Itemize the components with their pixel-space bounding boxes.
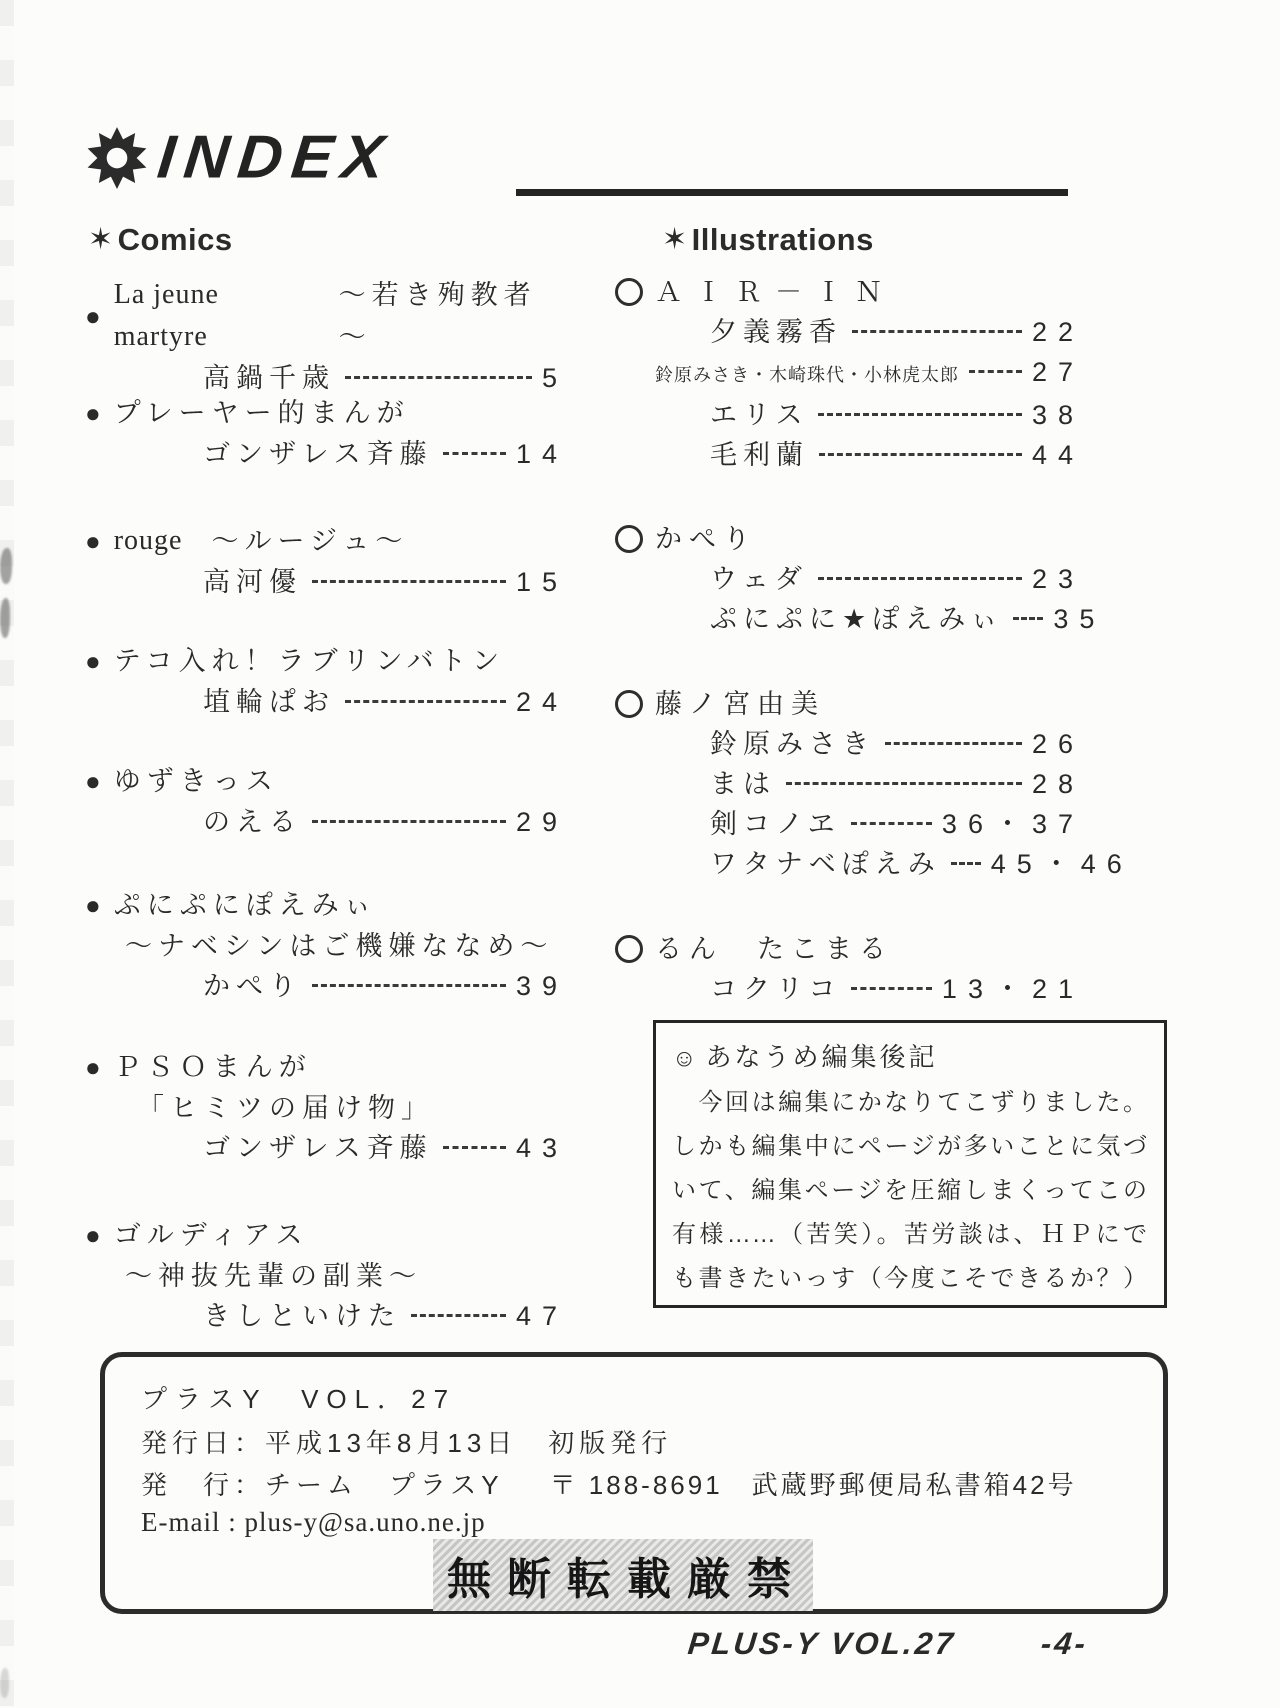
bullet-icon: ●: [85, 646, 101, 676]
star-icon: ✶: [88, 222, 114, 256]
bullet-icon: ●: [85, 526, 101, 556]
page-number: 5: [541, 363, 568, 393]
dotted-leader: [851, 987, 931, 990]
dotted-leader: [786, 782, 1022, 785]
dotted-leader: [969, 370, 1022, 373]
page-header: [84, 122, 397, 193]
dotted-leader: [312, 580, 506, 583]
dotted-leader: [818, 577, 1022, 580]
scan-smudge: [0, 1668, 9, 1698]
editor-note-line: 有様……（苦笑）。苦労談は、ＨＰにで: [672, 1221, 1148, 1248]
page-number: 36・37: [941, 809, 1084, 839]
toc-entry-title: ● プレーヤー的まんが: [85, 392, 557, 434]
no-reproduction-stamp: 無断転載厳禁: [433, 1539, 813, 1611]
bullet-icon: ●: [85, 890, 101, 920]
illustrations-section-header: [662, 222, 874, 258]
bullet-icon: ●: [85, 1052, 101, 1082]
artist-group: [615, 684, 1133, 884]
page-footer: [686, 1626, 1090, 1662]
toc-entry-title: ● rouge ～ルージュ～: [85, 520, 557, 562]
page-number: 23: [1031, 564, 1084, 594]
scan-smudge: [0, 548, 12, 584]
circle-icon: [615, 278, 643, 306]
page-number: 44: [1031, 440, 1084, 470]
toc-entry: [85, 520, 568, 602]
publisher: 発 行：チーム プラスY: [141, 1470, 504, 1500]
toc-item: 毛利蘭 44: [615, 435, 1073, 475]
toc-item: コクリコ 13・21: [615, 969, 1073, 1009]
dotted-leader: [885, 742, 1022, 745]
toc-entry-subtitle: 「ヒミツの届け物」: [137, 1093, 434, 1123]
page-number: 14: [515, 439, 568, 469]
star-icon: ✶: [662, 222, 688, 256]
page-number: 35: [1053, 604, 1106, 634]
page-number: 22: [1031, 317, 1084, 347]
toc-entry-author-line: 高鍋千歳 5: [85, 358, 557, 398]
toc-entry: [85, 392, 568, 474]
toc-item: 鈴原みさき 26: [615, 724, 1073, 764]
toc-item: エリス 38: [615, 395, 1073, 435]
dotted-leader: [345, 376, 532, 379]
colophon-box: [100, 1352, 1168, 1614]
toc-entry-title: ● ゆずきっス: [85, 760, 557, 802]
toc-entry-author-line: ゴンザレス斉藤 43: [85, 1128, 557, 1168]
toc-entry-author-line: 高河優 15: [85, 562, 557, 602]
circle-icon: [615, 525, 643, 553]
editor-note-line: も書きたいっす（今度こそできるか？）: [672, 1265, 1148, 1292]
toc-item: 剣コノヱ 36・37: [615, 804, 1073, 844]
scan-edge-noise: [0, 0, 14, 1708]
toc-entry: [85, 760, 568, 842]
scan-smudge: [0, 598, 10, 638]
page-number: 26: [1031, 729, 1084, 759]
series-title: プラスY VOL．27: [141, 1384, 457, 1414]
page-number: 15: [515, 567, 568, 597]
page-number: 45・46: [990, 849, 1133, 879]
footer-page-number: -4-: [1039, 1626, 1090, 1661]
toc-entry: [85, 274, 568, 398]
dotted-leader: [851, 822, 932, 825]
artist-group: [615, 272, 1084, 475]
editor-note-title: ☺ あなうめ編集後記: [672, 1042, 938, 1072]
toc-entry-author-line: のえる 29: [85, 802, 557, 842]
dotted-leader: [312, 820, 506, 823]
artist-group: [615, 519, 1106, 639]
toc-item: ぷにぷに★ぽえみぃ 35: [615, 599, 1073, 639]
dotted-leader: [443, 1146, 506, 1149]
page-number: 28: [1031, 769, 1084, 799]
footer-series: PLUS-Y VOL.27: [686, 1626, 958, 1661]
page-number: 47: [515, 1301, 568, 1331]
dotted-leader: [819, 453, 1022, 456]
toc-item: 夕義霧香 22: [615, 312, 1073, 352]
toc-item: ワタナベぽえみ 45・46: [615, 844, 1073, 884]
editor-note-line: 今回は編集にかなりてこずりました。: [672, 1089, 1148, 1116]
artist-name: るん たこまる: [615, 929, 1073, 969]
bullet-icon: ●: [85, 301, 101, 331]
editor-note-line: しかも編集中にページが多いことに気づ: [672, 1133, 1148, 1160]
sunburst-icon: [84, 125, 150, 191]
toc-entry: [85, 1046, 568, 1168]
email-line: E-mail : plus-y@sa.uno.ne.jp: [141, 1507, 486, 1537]
toc-entry-subtitle: ～ナベシンはご機嫌ななめ～: [125, 931, 554, 961]
toc-entry: [85, 640, 568, 722]
dotted-leader: [345, 700, 506, 703]
comics-section-header: [88, 222, 233, 258]
smiley-icon: ☺: [672, 1045, 700, 1072]
artist-name: かぺり: [615, 519, 1073, 559]
bullet-icon: ●: [85, 398, 101, 428]
editor-note-box: [653, 1020, 1167, 1308]
page-number: 43: [515, 1133, 568, 1163]
toc-entry-author-line: 埴輪ぱお 24: [85, 682, 557, 722]
toc-entry-title: ● La jeune martyre ～若き殉教者～: [85, 279, 537, 352]
toc-entry-author-line: ゴンザレス斉藤 14: [85, 434, 557, 474]
dotted-leader: [1013, 617, 1043, 620]
dotted-leader: [443, 452, 506, 455]
page-number: 29: [515, 807, 568, 837]
toc-item: まは 28: [615, 764, 1073, 804]
publisher-line: [141, 1465, 1077, 1502]
artist-name: 藤ノ宮由美: [615, 684, 1073, 724]
issue-date: 発行日：平成13年8月13日 初版発行: [141, 1428, 673, 1458]
toc-entry-author-line: きしといけた 47: [85, 1296, 557, 1336]
dotted-leader: [411, 1314, 506, 1317]
toc-item: 鈴原みさき・木崎珠代・小林虎太郎 27: [615, 352, 1073, 395]
artist-group: [615, 929, 1084, 1009]
toc-entry: [85, 884, 568, 1006]
toc-entry-author-line: かぺり 39: [85, 966, 557, 1006]
toc-entry-title: ● ぷにぷにぽえみぃ: [85, 884, 557, 926]
editor-note-line: いて、編集ページを圧縮しまくってこの: [672, 1177, 1148, 1204]
bullet-icon: ●: [85, 766, 101, 796]
circle-icon: [615, 690, 643, 718]
postal-address: 〒 188-8691 武蔵野郵便局私書箱42号: [549, 1470, 1077, 1500]
page-number: 39: [515, 971, 568, 1001]
circle-icon: [615, 935, 643, 963]
dotted-leader: [312, 984, 506, 987]
page-number: 27: [1031, 357, 1084, 387]
dotted-leader: [818, 413, 1021, 416]
toc-entry-subtitle: ～神抜先輩の副業～: [125, 1261, 422, 1291]
toc-entry-title: ● テコ入れ！ラブリンバトン: [85, 640, 557, 682]
toc-entry-title: ● ＰＳＯまんが: [85, 1046, 557, 1088]
page-title: INDEX: [154, 123, 397, 192]
dotted-leader: [951, 862, 981, 865]
page-number: 38: [1031, 400, 1084, 430]
page-number: 24: [515, 687, 568, 717]
toc-item: ウェダ 23: [615, 559, 1073, 599]
page-number: 13・21: [941, 974, 1084, 1004]
toc-entry: [85, 1214, 568, 1336]
illustrations-section-title: Illustrations: [691, 222, 874, 257]
artist-name: ＡＩＲ－ＩＮ: [615, 272, 1073, 312]
title-underline: [516, 189, 1068, 196]
bullet-icon: ●: [85, 1220, 101, 1250]
comics-section-title: Comics: [117, 222, 233, 257]
toc-entry-title: ● ゴルディアス: [85, 1214, 557, 1256]
dotted-leader: [852, 330, 1022, 333]
